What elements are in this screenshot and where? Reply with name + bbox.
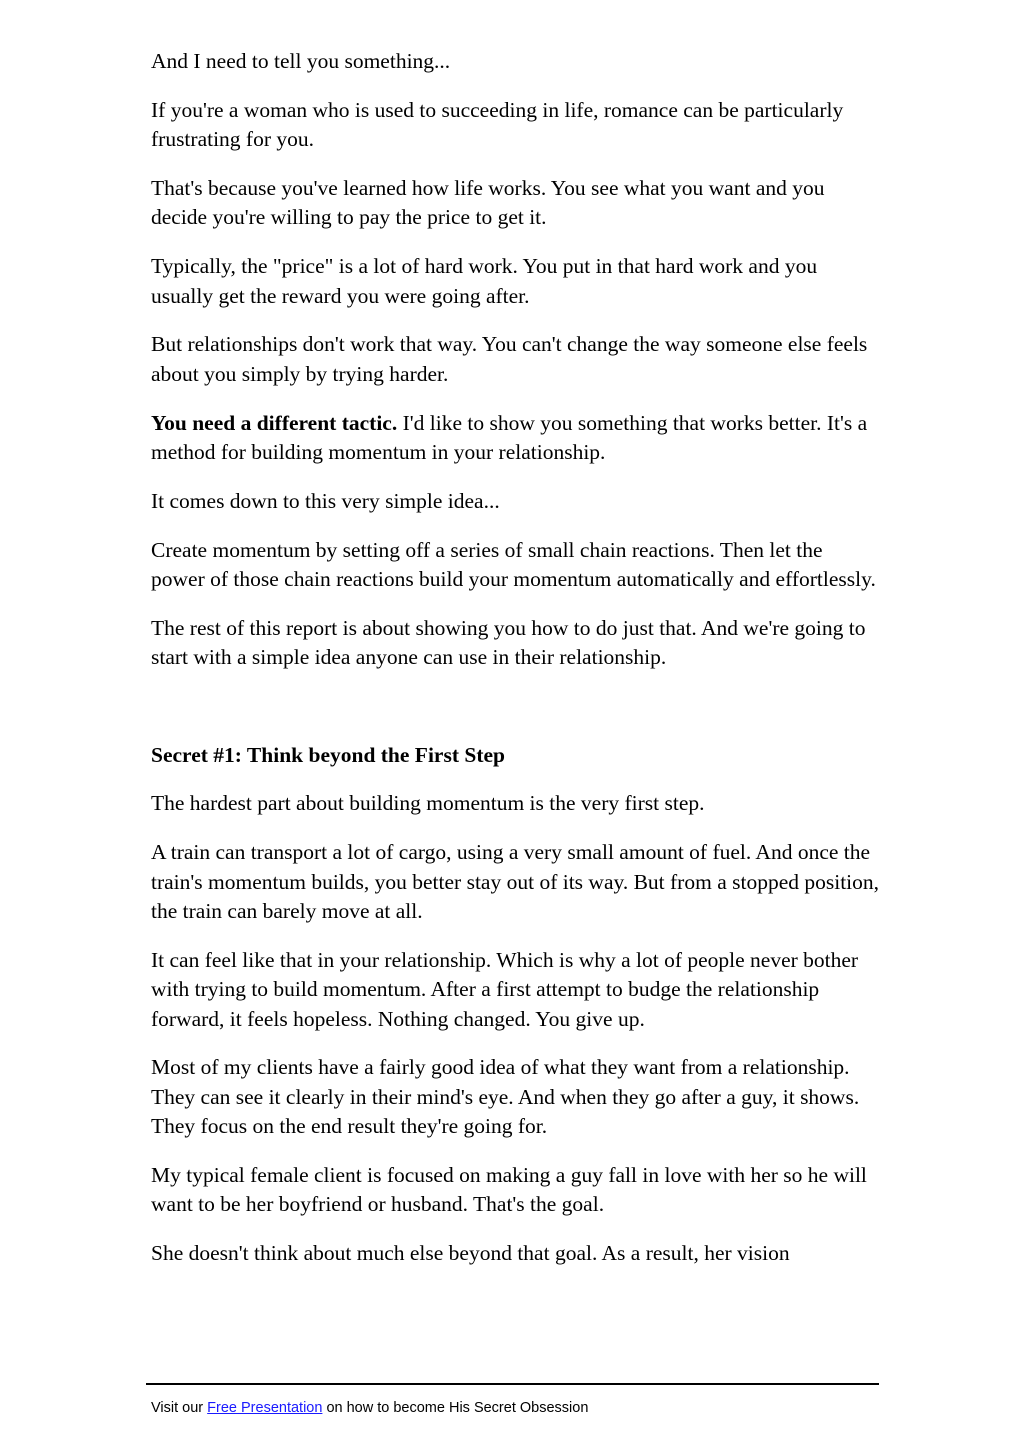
- page-footer: [151, 1399, 588, 1417]
- paragraph-chain-reactions: Create momentum by setting off a series of small chain reactions. Then let the power of those chain reactions build your momentum automatically and effortlessly.: [151, 537, 876, 592]
- section-heading: Secret #1: Think beyond the First Step: [151, 742, 505, 767]
- tactic-text: I'd like to show you something that works better. It's a method for building momentum in your relationship.: [151, 410, 868, 465]
- footer-prefix: Visit our: [151, 1400, 208, 1416]
- paragraph-life-works: That's because you've learned how life works. You see what you want and you decide you're willing to pay the price to get it.: [151, 176, 825, 230]
- paragraph-vision: She doesn't think about much else beyond that goal. As a result, her vision: [151, 1241, 790, 1266]
- paragraph-clients: Most of my clients have a fairly good idea of what they want from a relationship. They can see it clearly in their mind's eye. And when they go after a guy, it shows. They focus on the end result they're going for.: [151, 1055, 860, 1139]
- footer-divider: [146, 1383, 879, 1385]
- paragraph-train: A train can transport a lot of cargo, using a very small amount of fuel. And once the train's momentum builds, you better stay out of its way. But from a stopped position, the train can barely move at all.: [151, 840, 880, 924]
- paragraph-first-step: The hardest part about building momentum is the very first step.: [151, 791, 705, 816]
- paragraph-succeeding: If you're a woman who is used to succeeding in life, romance can be particularly frustrating for you.: [151, 97, 844, 152]
- paragraph-tactic: [151, 409, 881, 468]
- paragraph-rest-of-report: The rest of this report is about showing you how to do just that. And we're going to start with a simple idea anyone can use in their relationship.: [151, 615, 866, 670]
- paragraph-relationships: But relationships don't work that way. You can't change the way someone else feels about you simply by trying harder.: [151, 332, 868, 386]
- document-body: [151, 47, 881, 1288]
- free-presentation-link[interactable]: Free Presentation: [207, 1400, 323, 1416]
- paragraph-typical-client: My typical female client is focused on making a guy fall in love with her so he will want to be her boyfriend or husband. That's the goal.: [151, 1163, 867, 1217]
- paragraph-simple-idea: It comes down to this very simple idea...: [151, 488, 500, 513]
- paragraph-intro: And I need to tell you something...: [151, 49, 451, 73]
- footer-suffix: on how to become His Secret Obsession: [322, 1400, 589, 1416]
- paragraph-price: Typically, the "price" is a lot of hard work. You put in that hard work and you usually get the reward you were going after.: [151, 254, 818, 308]
- paragraph-hopeless: It can feel like that in your relationship. Which is why a lot of people never bother with trying to build momentum. After a first attempt to budge the relationship forward, it feels hopeless. Nothing changed. You give up.: [151, 947, 859, 1031]
- bold-lead-in: You need a different tactic.: [151, 410, 398, 435]
